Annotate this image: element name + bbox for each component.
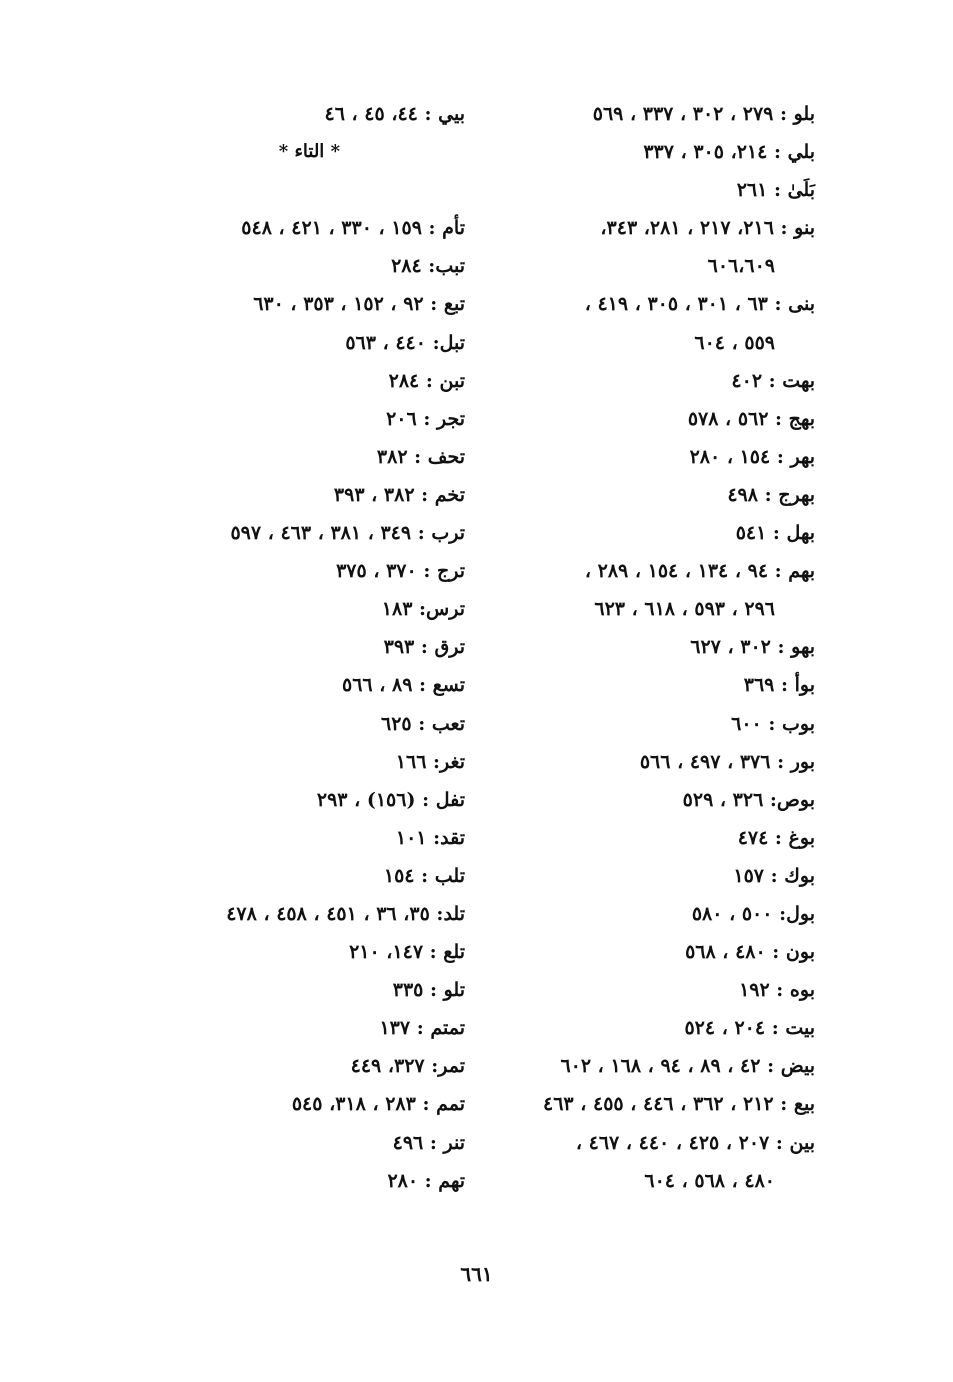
index-entry: بنى : ٦٣ ، ٣٠١ ، ٣٠٥ ، ٤١٩ ،: [584, 293, 815, 316]
index-entry: بيع : ٢١٢ ، ٣٦٢ ، ٤٤٦ ، ٤٥٥ ، ٤٦٣: [542, 1093, 815, 1116]
index-entry: تفل : (١٥٦) ، ٢٩٣: [316, 788, 465, 811]
index-entry: بوك : ١٥٧: [733, 864, 815, 887]
index-entry: بيض : ٤٢ ، ٨٩ ، ٩٤ ، ١٦٨ ، ٦٠٢: [560, 1055, 815, 1078]
index-entry: تلد: ٣٥، ٣٦ ، ٤٥١ ، ٤٥٨ ، ٤٧٨: [226, 902, 465, 925]
index-entry: بيت : ٢٠٤ ، ٥٢٤: [684, 1017, 815, 1040]
index-entry: ترج : ٣٧٠ ، ٣٧٥: [336, 560, 465, 583]
index-column-right: [485, 95, 815, 1200]
index-entry-continuation: ٢٩٦ ، ٥٩٣ ، ٦١٨ ، ٦٢٣: [594, 598, 775, 621]
index-entry-continuation: ٥٥٩ ، ٦٠٤: [694, 331, 775, 354]
index-entry: تنر : ٤٩٦: [392, 1131, 465, 1154]
index-entry: بنو : ٢١٦، ٢١٧ ، ٢٨١، ٣٤٣،: [600, 217, 815, 240]
index-entry: تمم : ٢٨٣ ، ٣١٨، ٥٤٥: [291, 1093, 465, 1116]
index-entry: بَلَىٰ : ٢٦١: [736, 179, 815, 202]
index-entry: بوأ : ٣٦٩: [743, 674, 815, 697]
index-entry: بهرج : ٤٩٨: [727, 483, 815, 506]
index-entry: بهو : ٣٠٢ ، ٦٢٧: [690, 636, 815, 659]
index-entry: تأم : ١٥٩ ، ٣٣٠ ، ٤٢١ ، ٥٤٨: [241, 217, 465, 240]
index-entry: تبب: ٢٨٤: [391, 255, 465, 278]
index-entry: بهت : ٤٠٢: [731, 369, 815, 392]
blank-line: [125, 171, 465, 209]
index-entry: بوه : ١٩٢: [739, 979, 815, 1002]
index-entry: بلو : ٢٧٩ ، ٣٠٢ ، ٣٣٧ ، ٥٦٩: [592, 103, 815, 125]
index-entry: بوب : ٦٠٠: [731, 712, 815, 735]
index-entry: بهر : ١٥٤ ، ٢٨٠: [689, 445, 815, 468]
index-entry: تمر: ٣٢٧، ٤٤٩: [350, 1055, 465, 1078]
index-entry: ترس: ١٨٣: [381, 598, 465, 621]
index-entry: تهم : ٢٨٠: [387, 1169, 465, 1192]
index-entry: تلع : ١٤٧، ٢١٠: [349, 941, 465, 964]
index-entry: تمتم : ١٣٧: [379, 1017, 465, 1040]
index-entry: تجر : ٢٠٦: [386, 407, 465, 430]
index-entry: تبع : ٩٢ ، ١٥٢ ، ٣٥٣ ، ٦٣٠: [253, 293, 465, 316]
page-number: ٦٦١: [460, 1262, 493, 1286]
index-entry-continuation: ٤٨٠ ، ٥٦٨ ، ٦٠٤: [644, 1169, 775, 1192]
index-entry: ترب : ٣٤٩ ، ٣٨١ ، ٤٦٣ ، ٥٩٧: [230, 522, 465, 545]
index-entry: تبن : ٢٨٤: [388, 369, 465, 392]
index-entry: بهل : ٥٤١: [735, 522, 815, 545]
index-entry: تعب : ٦٢٥: [381, 712, 465, 735]
index-column-left: [125, 95, 465, 1200]
section-header: * التاء *: [278, 141, 340, 163]
index-entry: بهم : ٩٤ ، ١٣٤ ، ١٥٤ ، ٢٨٩ ،: [584, 560, 815, 583]
index-entry: ترق : ٣٩٣: [383, 636, 465, 659]
index-entry: بور : ٣٧٦ ، ٤٩٧ ، ٥٦٦: [639, 750, 815, 773]
index-entry: بين : ٢٠٧ ، ٤٢٥ ، ٤٤٠ ، ٤٦٧ ،: [575, 1131, 815, 1154]
index-entry: بوغ : ٤٧٤: [737, 826, 815, 849]
index-entry: تخم : ٣٨٢ ، ٣٩٣: [333, 483, 465, 506]
index-entry: بيي : ٤٤، ٤٥ ، ٤٦: [324, 103, 465, 125]
index-entry: بول: ٥٠٠ ، ٥٨٠: [691, 902, 815, 925]
index-entry: تغر: ١٦٦: [395, 750, 465, 773]
index-entry: بلي : ٢١٤، ٣٠٥ ، ٣٣٧: [643, 141, 815, 164]
index-entry: تلو : ٣٣٥: [392, 979, 465, 1002]
index-entry: تقد: ١٠١: [395, 826, 465, 849]
index-entry: تسع : ٨٩ ، ٥٦٦: [341, 674, 465, 697]
index-entry: تحف : ٣٨٢: [376, 445, 465, 468]
index-entry: بون : ٤٨٠ ، ٥٦٨: [685, 941, 815, 964]
index-entry: بهج : ٥٦٢ ، ٥٧٨: [687, 407, 815, 430]
index-entry: تلب : ١٥٤: [383, 864, 465, 887]
index-entry: بوص: ٣٢٦ ، ٥٢٩: [682, 788, 815, 811]
index-entry-continuation: ٦٠٦،٦٠٩: [707, 255, 775, 278]
index-entry: تبل: ٤٤٠ ، ٥٦٣: [345, 331, 465, 354]
